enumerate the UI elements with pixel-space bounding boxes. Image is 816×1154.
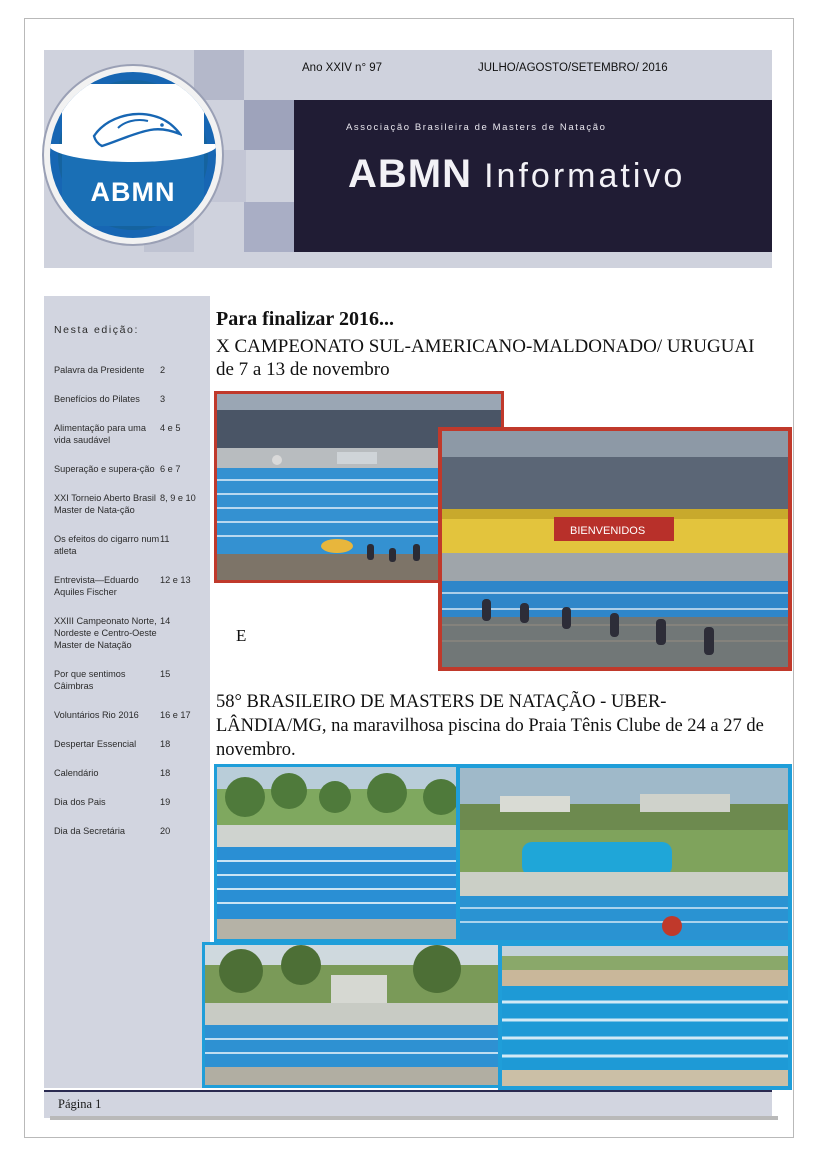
issue-number: Ano XXIV n° 97 xyxy=(302,62,383,74)
masthead-title-bold: ABMN xyxy=(348,152,472,196)
list-item[interactable] xyxy=(54,422,200,446)
toc-page: 18 xyxy=(160,768,171,778)
photo-group-sulamericano xyxy=(214,391,784,671)
toc-label: Voluntários Rio 2016 xyxy=(54,710,139,720)
photo-pool-uberlandia-3 xyxy=(202,942,504,1088)
toc-label: Os efeitos do cigarro num atleta xyxy=(54,534,160,556)
list-item[interactable] xyxy=(54,709,200,721)
deco-square xyxy=(244,202,294,252)
list-item[interactable] xyxy=(54,668,200,692)
toc-page: 15 xyxy=(160,669,171,679)
toc-label: Calendário xyxy=(54,768,99,778)
section-heading-brasileiro: 58° BRASILEIRO DE MASTERS DE NATAÇÃO - UBER-LÂNDIA/MG, na maravilhosa piscina do Praia Tênis Clube de 24 a 27 de novembro. xyxy=(216,692,764,760)
toc-label: Palavra da Presidente xyxy=(54,365,145,375)
sidebar-title: Nesta edição: xyxy=(54,324,140,336)
pool-illustration xyxy=(217,767,497,939)
page-number: Página 1 xyxy=(58,1097,102,1111)
photo-pool-uberlandia-4 xyxy=(498,942,792,1090)
toc-label: Dia dos Pais xyxy=(54,797,106,807)
toc-label: Dia da Secretária xyxy=(54,826,125,836)
toc-page: 8, 9 e 10 xyxy=(160,493,196,503)
main-content-secondary xyxy=(214,690,772,770)
masthead-panel xyxy=(294,100,772,252)
sidebar xyxy=(44,296,210,1088)
abmn-logo xyxy=(44,66,222,244)
list-item[interactable] xyxy=(54,825,200,837)
toc-label: XXI Torneio Aberto Brasil Master de Nata-ção xyxy=(54,493,156,515)
toc-page: 14 xyxy=(160,616,171,626)
toc-page: 20 xyxy=(160,826,171,836)
list-item[interactable] xyxy=(54,796,200,808)
list-item[interactable] xyxy=(54,738,200,750)
svg-text:BIENVENIDOS: BIENVENIDOS xyxy=(570,525,646,537)
pool-illustration xyxy=(205,945,501,1085)
section-heading-finalizar: Para finalizar 2016... xyxy=(216,308,394,330)
list-item[interactable] xyxy=(54,615,200,651)
toc-page: 16 e 17 xyxy=(160,710,191,720)
pool-illustration xyxy=(442,431,788,667)
toc-label: XXIII Campeonato Norte, Nordeste e Centro-Oeste Master de Natação xyxy=(54,616,157,650)
toc-page: 11 xyxy=(160,534,170,544)
stray-letter: E xyxy=(236,626,247,645)
toc-label: Entrevista—Eduardo Aquiles Fischer xyxy=(54,575,139,597)
pool-illustration xyxy=(502,946,788,1086)
toc-label: Benefícios do Pilates xyxy=(54,394,140,404)
toc-label: Superação e supera-ção xyxy=(54,464,155,474)
pool-illustration xyxy=(460,768,788,940)
list-item[interactable] xyxy=(54,492,200,516)
toc-page: 19 xyxy=(160,797,171,807)
list-item[interactable] xyxy=(54,767,200,779)
toc-page: 3 xyxy=(160,394,166,404)
issue-date: JULHO/AGOSTO/SETEMBRO/ 2016 xyxy=(478,62,668,74)
section-heading-sulamericano: X CAMPEONATO SUL-AMERICANO-MALDONADO/ URUGUAI de 7 a 13 de novembro xyxy=(216,336,755,380)
photo-pool-uruguai-2 xyxy=(438,427,792,671)
list-item[interactable] xyxy=(54,463,200,475)
toc-page: 2 xyxy=(160,365,166,375)
list-item[interactable] xyxy=(54,533,200,557)
list-item[interactable] xyxy=(54,364,200,376)
toc-label: Alimentação para uma vida saudável xyxy=(54,423,146,445)
list-item[interactable] xyxy=(54,393,200,405)
toc-page: 18 xyxy=(160,739,171,749)
page-footer xyxy=(44,1090,772,1118)
toc-label: Despertar Essencial xyxy=(54,739,137,749)
toc-page: 12 e 13 xyxy=(160,575,191,585)
toc-page: 4 e 5 xyxy=(160,423,181,433)
deco-square xyxy=(244,100,294,150)
list-item[interactable] xyxy=(54,574,200,598)
toc-page: 6 e 7 xyxy=(160,464,181,474)
logo-inner-ring xyxy=(58,80,208,230)
association-name: Associação Brasileira de Masters de Natação xyxy=(346,122,607,133)
photo-group-uberlandia xyxy=(214,764,784,1088)
masthead-title xyxy=(348,152,685,197)
photo-pool-uberlandia-2 xyxy=(456,764,792,944)
masthead-title-light: Informativo xyxy=(484,157,686,195)
footer-shadow xyxy=(50,1116,778,1120)
dolphin-icon xyxy=(88,108,182,152)
toc-label: Por que sentimos Câimbras xyxy=(54,669,126,691)
logo-text: ABMN xyxy=(90,177,176,207)
table-of-contents xyxy=(54,364,200,854)
